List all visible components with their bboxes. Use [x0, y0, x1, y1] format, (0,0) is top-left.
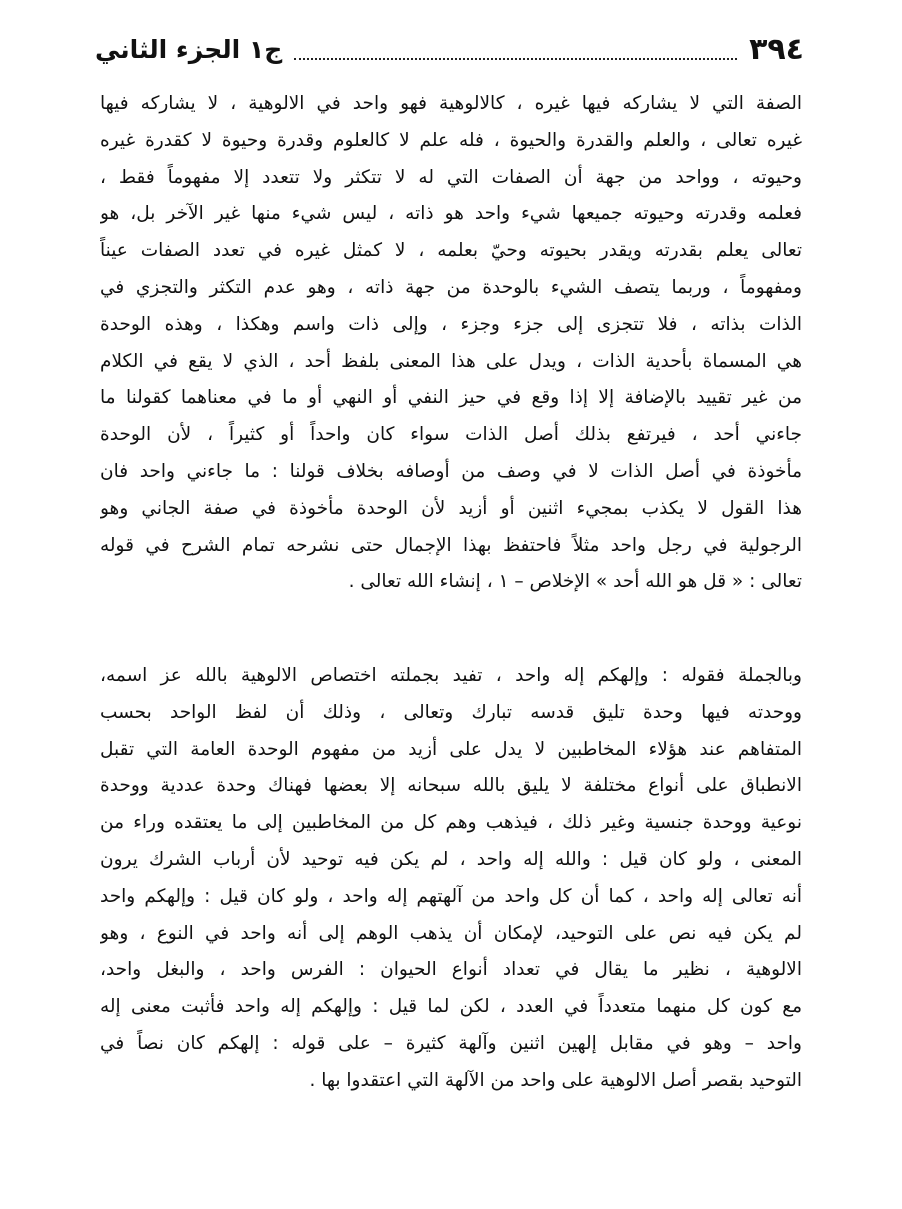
text-line: من غير تقييد بالإضافة إلا إذا وقع في حيز النفي أو النهي أو ما في معناهما كقولنا ما: [100, 387, 802, 409]
text-line: الذات بذاته ، فلا تتجزى إلى جزء وجزء ، وإلى ذات واسم وهكذا ، وهذه الوحدة: [100, 313, 802, 335]
text-line: تعالى يعلم بقدرته ويقدر بحيوته وحيّ بعلمه ، لا كمثل غيره في تعدد الصفات عيناً: [100, 240, 802, 262]
text-line: هي المسماة بأحدية الذات ، ويدل على هذا المعنى بلفظ أحد ، الذي لا يقع في الكلام: [100, 350, 802, 372]
text-line: ومفهوماً ، وربما يتصف الشيء بالوحدة من جهة ذاته ، وهو عدم التكثر والتجزي في: [100, 276, 802, 298]
text-line: ووحدته فيها وحدة تليق قدسه تبارك وتعالى ، وذلك أن لفظ الواحد بحسب: [100, 701, 802, 723]
text-line: المتفاهم عند هؤلاء المخاطبين لا يدل على أزيد من مفهوم الوحدة العامة التي تقبل: [100, 738, 802, 760]
text-line: الالوهية ، نظير ما يقال في تعداد أنواع الحيوان : الفرس واحد ، والبغل واحد،: [100, 959, 802, 981]
dotted-leader: [294, 58, 737, 60]
text-line: واحد – وهو في مقابل إلهين اثنين وآلهة كثيرة – على قوله : إلهكم كان نصاً في: [100, 1032, 802, 1054]
paragraph-1: [100, 86, 802, 601]
text-line: أنه تعالى إله واحد ، كما أن كل واحد من آلهتهم إله واحد ، ولو كان قيل : وإلهكم واحد: [100, 885, 802, 907]
text-line: لم يكن فيه نص على التوحيد، لإمكان أن يذهب الوهم إلى أنه واحد في النوع ، وهو: [100, 922, 802, 944]
text-line: تعالى : « قل هو الله أحد » الإخلاص – ١ ، إنشاء الله تعالى .: [348, 571, 802, 593]
paragraph-2: [100, 658, 802, 1100]
text-line: وبالجملة فقوله : وإلهكم إله واحد ، تفيد بجملته اختصاص الالوهية بالله عز اسمه،: [100, 665, 802, 686]
text-line: وحيوته ، وواحد من جهة أن الصفات التي له لا تتكثر ولا تتعدد إلا مفهوماً فقط ،: [100, 166, 802, 188]
text-line: الرجولية في رجل واحد مثلاً فاحتفظ بهذا الإجمال حتى نشرحه تمام الشرح في قوله: [100, 534, 802, 556]
text-line: الصفة التي لا يشاركه فيها غيره ، كالالوهية فهو واحد في الالوهية ، لا يشاركه فيها: [100, 93, 802, 114]
text-line: التوحيد بقصر أصل الالوهية على واحد من الآلهة التي اعتقدوا بها .: [309, 1069, 802, 1091]
text-line: هذا القول لا يكذب بمجيء اثنين أو أزيد لأن الوحدة مأخوذة في صفة الجاني وهو: [100, 497, 802, 519]
text-line: غيره تعالى ، والعلم والقدرة والحيوة ، فله علم لا كالعلوم وقدرة وحيوة لا كقدرة غيره: [100, 129, 802, 151]
running-head: ج١ الجزء الثاني: [95, 35, 283, 64]
text-line: نوعية ووحدة جنسية وغير ذلك ، فيذهب وهم كل من المخاطبين إلى ما يعتقده وراء من: [100, 812, 802, 834]
page-header: [95, 26, 804, 70]
text-line: مأخوذة في أصل الذات لا في وصف من أوصافه بخلاف قولنا : ما جاءني واحد فان: [100, 460, 802, 482]
text-line: فعلمه وقدرته وحيوته جميعها شيء واحد هو ذاته ، ليس شيء منها غير الآخر بل، هو: [100, 203, 802, 225]
text-line: جاءني أحد ، فيرتفع بذلك أصل الذات سواء كان واحداً أو كثيراً ، لأن الوحدة: [100, 424, 802, 446]
text-line: مع كون كل منهما متعدداً في العدد ، لكن لما قيل : وإلهكم إله واحد فأثبت معنى إله: [100, 996, 802, 1018]
text-line: المعنى ، ولو كان قيل : والله إله واحد ، لم يكن فيه توحيد لأن أرباب الشرك يرون: [100, 848, 802, 870]
page-number: ٣٩٤: [749, 32, 804, 67]
text-line: الانطباق على أنواع مختلفة لا يليق بالله سبحانه إلا بعضها فهناك وحدة عددية ووحدة: [100, 775, 802, 797]
